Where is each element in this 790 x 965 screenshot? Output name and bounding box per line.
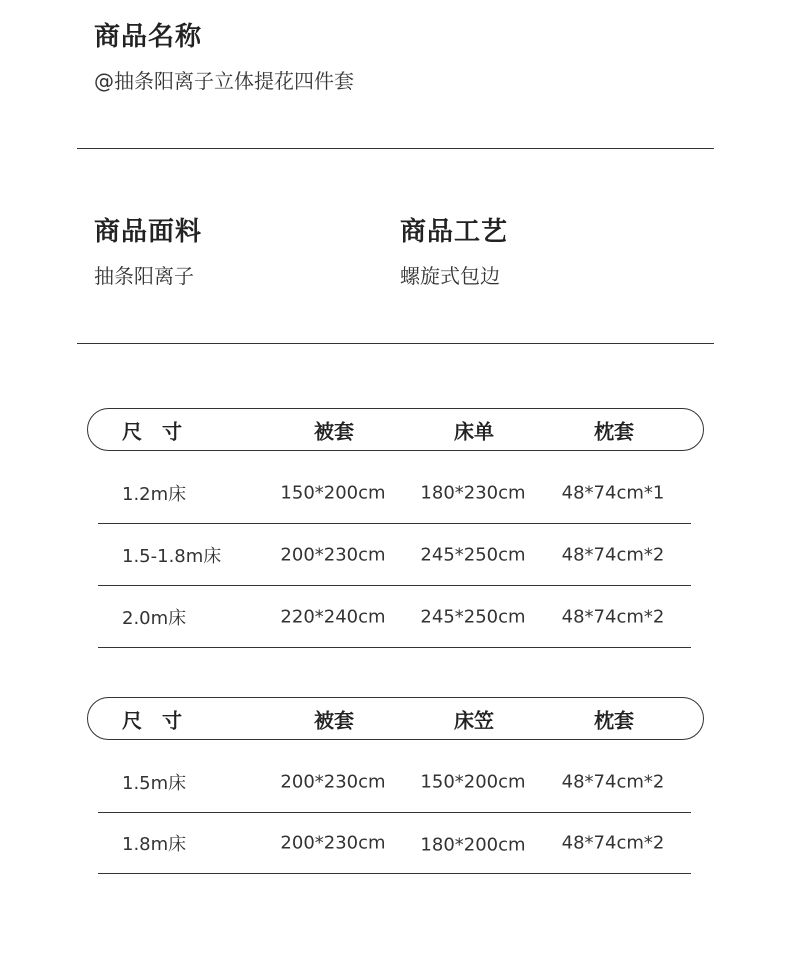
cell-duvet-cover: 220*240cm xyxy=(280,606,386,627)
craft-heading: 商品工艺 xyxy=(400,217,509,247)
product-name-heading: 商品名称 xyxy=(94,22,203,52)
table-header xyxy=(87,408,704,451)
cell-size: 1.8m床 xyxy=(122,833,187,855)
cell-size: 1.2m床 xyxy=(122,483,187,505)
header-size: 尺 寸 xyxy=(122,419,182,443)
table-row xyxy=(98,586,691,648)
table-row xyxy=(98,751,691,813)
header-pillowcase: 枕套 xyxy=(594,419,634,443)
header-duvet-cover: 被套 xyxy=(314,708,354,732)
divider xyxy=(77,148,714,149)
craft-value: 螺旋式包边 xyxy=(400,264,500,288)
header-fitted-sheet: 床笠 xyxy=(454,708,494,732)
header-bed-sheet: 床单 xyxy=(454,419,494,443)
cell-bed-sheet: 245*250cm xyxy=(420,544,526,565)
table-header xyxy=(87,697,704,740)
cell-duvet-cover: 200*230cm xyxy=(280,771,386,792)
cell-duvet-cover: 200*230cm xyxy=(280,832,386,853)
cell-bed-sheet: 180*230cm xyxy=(420,482,526,503)
table-row xyxy=(98,812,691,874)
cell-fitted-sheet: 150*200cm xyxy=(420,771,526,792)
material-value: 抽条阳离子 xyxy=(94,264,194,288)
cell-pillowcase: 48*74cm*2 xyxy=(561,832,665,853)
header-pillowcase: 枕套 xyxy=(594,708,634,732)
cell-pillowcase: 48*74cm*2 xyxy=(561,544,665,565)
header-size: 尺 寸 xyxy=(122,708,182,732)
table-row xyxy=(98,524,691,586)
table-row xyxy=(98,462,691,524)
cell-duvet-cover: 150*200cm xyxy=(280,482,386,503)
product-name-value: @抽条阳离子立体提花四件套 xyxy=(94,69,354,93)
cell-pillowcase: 48*74cm*2 xyxy=(561,606,665,627)
cell-pillowcase: 48*74cm*2 xyxy=(561,771,665,792)
divider xyxy=(77,343,714,344)
cell-size: 1.5m床 xyxy=(122,772,187,794)
cell-duvet-cover: 200*230cm xyxy=(280,544,386,565)
cell-pillowcase: 48*74cm*1 xyxy=(561,482,665,503)
material-heading: 商品面料 xyxy=(94,217,203,247)
cell-bed-sheet: 245*250cm xyxy=(420,606,526,627)
header-duvet-cover: 被套 xyxy=(314,419,354,443)
cell-fitted-sheet: 180*200cm xyxy=(420,834,526,855)
cell-size: 2.0m床 xyxy=(122,607,187,629)
cell-size: 1.5-1.8m床 xyxy=(122,545,222,567)
